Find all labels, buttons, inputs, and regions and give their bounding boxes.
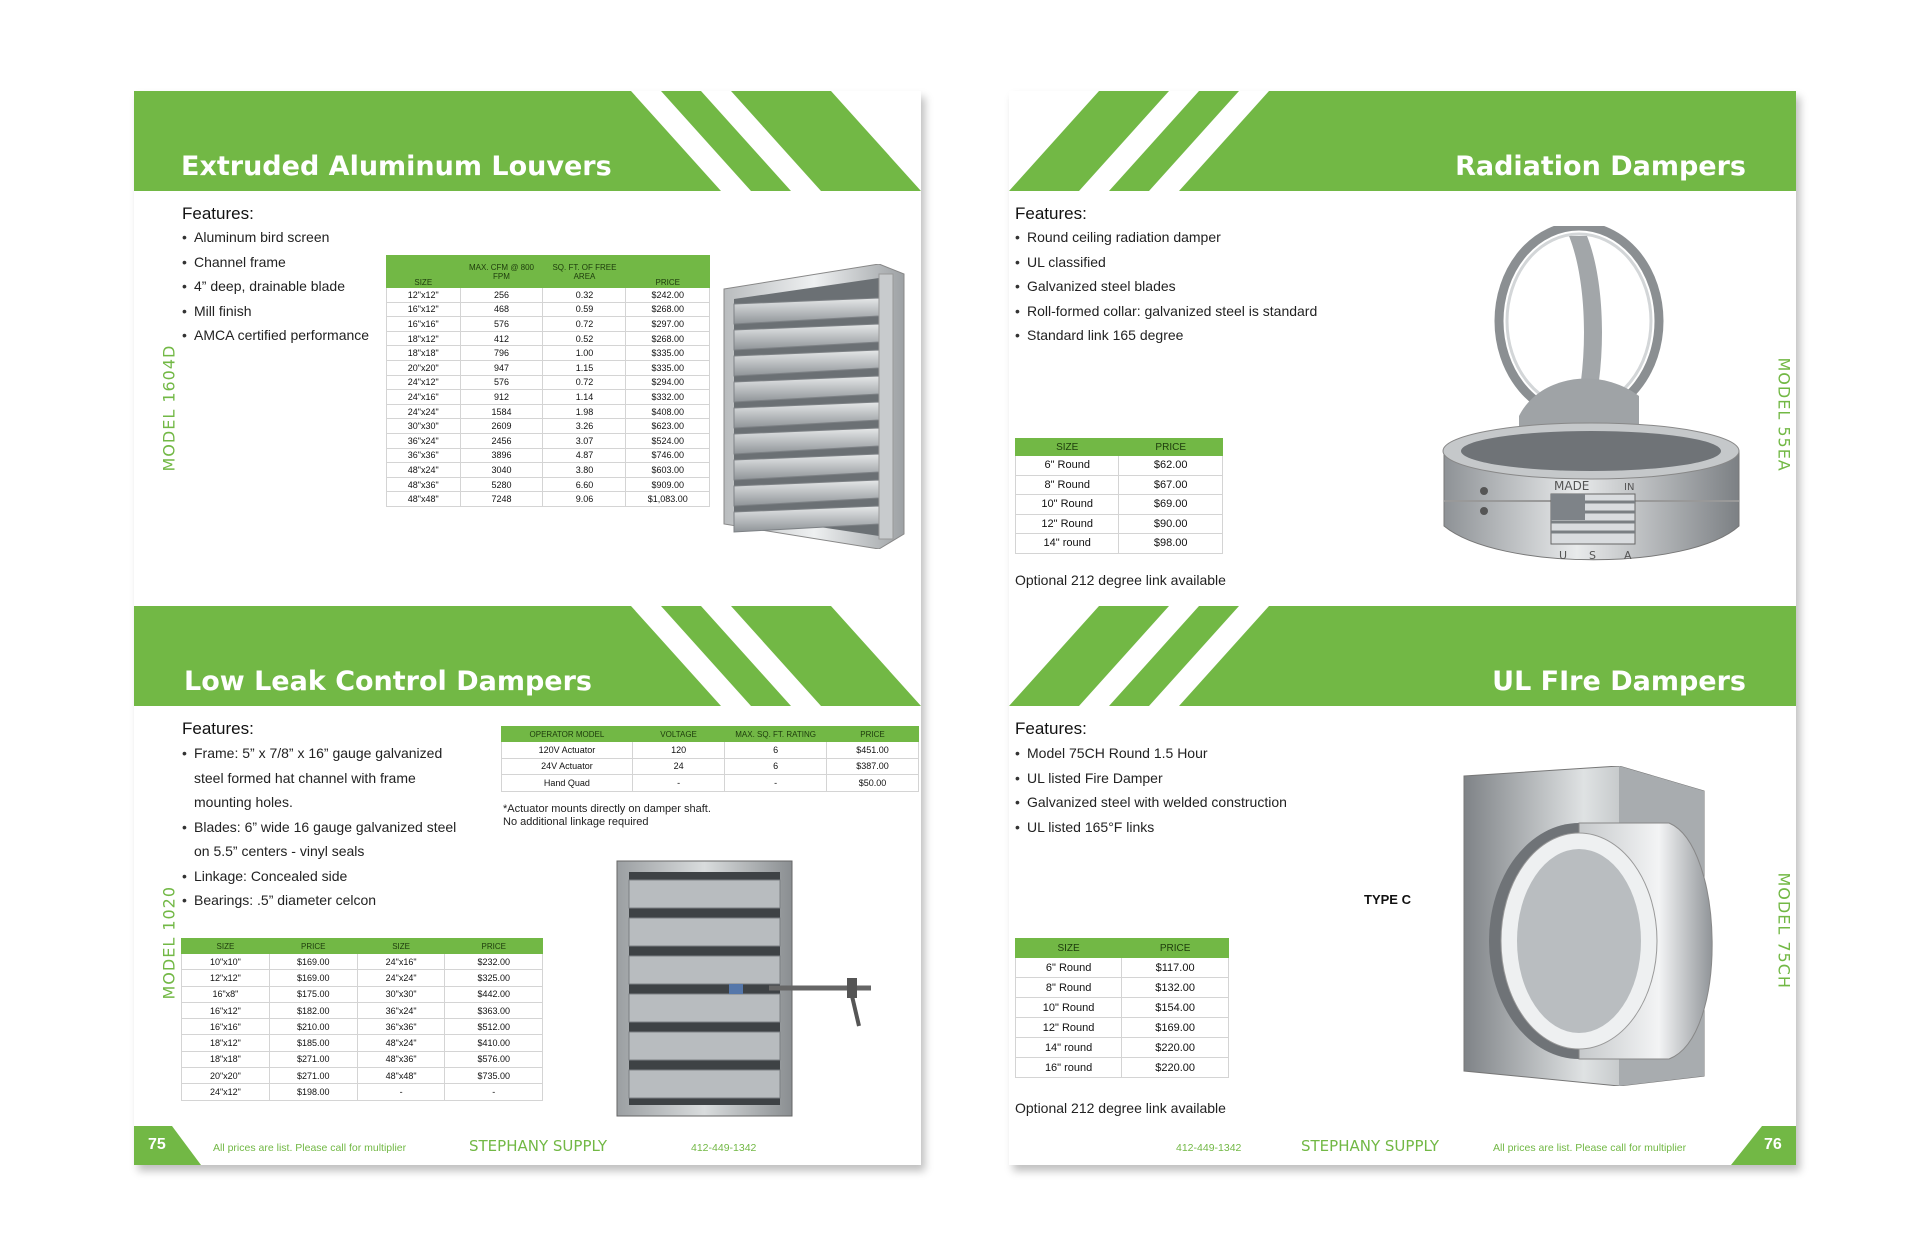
table-row [387,360,710,375]
table-cell: $442.00 [445,986,543,1002]
table-row [1016,1058,1229,1078]
table-cell: 1584 [460,404,543,419]
table-cell: 16"x12" [182,1002,270,1018]
table-cell: 12" Round [1016,514,1119,534]
table-row [387,404,710,419]
table-cell: $408.00 [626,404,710,419]
phone-left: 412-449-1342 [691,1142,757,1154]
table-row [182,1068,543,1084]
table-cell: $169.00 [269,954,357,970]
table-cell: 10" Round [1016,998,1122,1018]
table-cell: $232.00 [445,954,543,970]
louvers-title: Extruded Aluminum Louvers [181,151,612,182]
table-cell: 12"x12" [182,970,270,986]
table-cell: $909.00 [626,477,710,492]
table-cell: 14" round [1016,1038,1122,1058]
page-number-right: 76 [1764,1136,1782,1153]
col-header: SIZE [357,939,445,954]
table-cell: $69.00 [1119,495,1223,515]
col-header: SIZE [1016,439,1119,456]
table-cell: $175.00 [269,986,357,1002]
operator-price-table [501,726,919,792]
col-header: OPERATOR MODEL [502,727,633,742]
feature-item: • Linkage: Concealed side [182,864,462,889]
feature-item: • Blades: 6” wide 16 gauge galvanized steel on 5.5” centers - vinyl seals [182,815,462,864]
fire-price-table [1015,938,1229,1078]
table-row [1016,534,1223,554]
catalog-page-left [134,91,921,1165]
col-header: PRICE [1119,439,1223,456]
damper-blade [629,880,780,908]
table-cell: 12"x12" [387,288,461,303]
table-cell: $576.00 [445,1051,543,1067]
table-cell: 5280 [460,477,543,492]
feature-item: • Mill finish [182,299,382,324]
table-cell: 20"x20" [182,1068,270,1084]
table-cell: 48"x24" [357,1035,445,1051]
table-cell: 24V Actuator [502,758,633,775]
table-cell: 2456 [460,433,543,448]
table-cell: 3.80 [543,463,626,478]
table-cell: 6 [725,742,827,759]
table-row [387,375,710,390]
table-cell: 1.15 [543,360,626,375]
table-cell: 36"x36" [387,448,461,463]
feature-item: • AMCA certified performance [182,323,382,348]
feature-item: • Bearings: .5” diameter celcon [182,888,462,913]
table-row [1016,1018,1229,1038]
table-row [387,390,710,405]
table-row [387,419,710,434]
table-cell: 796 [460,346,543,361]
table-cell: $90.00 [1119,514,1223,534]
table-cell: 24"x16" [387,390,461,405]
control-features-heading: Features: [182,719,254,738]
table-cell: 16"x16" [182,1019,270,1035]
radiation-features-list [1015,225,1355,348]
table-cell: 12" Round [1016,1018,1122,1038]
table-cell: 16" round [1016,1058,1122,1078]
table-cell: 4.87 [543,448,626,463]
table-cell: $410.00 [445,1035,543,1051]
table-cell: 0.32 [543,288,626,303]
damper-blade [629,918,780,946]
table-cell: 947 [460,360,543,375]
col-header: SIZE [1016,939,1122,958]
damper-blade [629,956,780,984]
table-cell: 24"x12" [182,1084,270,1100]
table-cell: $363.00 [445,1002,543,1018]
radiation-features-heading: Features: [1015,204,1087,223]
table-cell: 48"x24" [387,463,461,478]
col-header: SIZE [182,939,270,954]
table-cell: 30"x30" [387,419,461,434]
table-cell: $271.00 [269,1051,357,1067]
table-cell: $603.00 [626,463,710,478]
control-size-price-table [181,938,543,1101]
table-cell: $746.00 [626,448,710,463]
table-cell: 8" Round [1016,978,1122,998]
brand-left: STEPHANY SUPPLY [469,1137,608,1155]
table-cell: 30"x30" [357,986,445,1002]
table-cell: 412 [460,331,543,346]
col-header: MAX. CFM @ 800 FPM [460,256,543,288]
made-text: MADE [1554,479,1590,493]
table-cell: $185.00 [269,1035,357,1051]
page-number-left: 75 [148,1136,166,1153]
table-cell: 36"x24" [387,433,461,448]
prices-note-left: All prices are list. Please call for multiplier [213,1142,407,1154]
feature-item: • Galvanized steel blades [1015,274,1355,299]
table-cell: 48"x48" [357,1068,445,1084]
table-cell: 36"x36" [357,1019,445,1035]
feature-item: • Frame: 5” x 7/8” x 16” gauge galvanized steel formed hat channel with frame mounting holes. [182,741,462,815]
table-cell: 576 [460,317,543,332]
table-cell: $294.00 [626,375,710,390]
table-cell: 1.00 [543,346,626,361]
feature-item: • Channel frame [182,250,382,275]
model-label-75ch: MODEL 75CH [1774,872,1794,989]
table-cell: $67.00 [1119,475,1223,495]
table-cell: $154.00 [1122,998,1229,1018]
table-cell: - [725,775,827,792]
feature-item: • Aluminum bird screen [182,225,382,250]
phone-right: 412-449-1342 [1176,1142,1242,1154]
table-row [502,775,919,792]
table-cell: $325.00 [445,970,543,986]
table-cell: $735.00 [445,1068,543,1084]
col-header: MAX. SQ. FT. RATING [725,727,827,742]
table-cell: $62.00 [1119,456,1223,476]
table-cell: 18"x12" [182,1035,270,1051]
table-cell: $1,083.00 [626,492,710,507]
table-cell: 3040 [460,463,543,478]
table-row [1016,1038,1229,1058]
table-cell: $387.00 [826,758,918,775]
table-cell: $182.00 [269,1002,357,1018]
fire-note: Optional 212 degree link available [1015,1100,1226,1116]
table-cell: $271.00 [269,1068,357,1084]
table-cell: 18"x18" [182,1051,270,1067]
table-cell: 120 [632,742,724,759]
table-cell: - [445,1084,543,1100]
table-cell: - [357,1084,445,1100]
table-row [1016,514,1223,534]
model-label-1604d: MODEL 1604D [159,344,179,472]
feature-item: • Round ceiling radiation damper [1015,225,1355,250]
louver-product-image [719,264,909,549]
table-cell: 48"x36" [387,477,461,492]
table-cell: 20"x20" [387,360,461,375]
table-cell: $332.00 [626,390,710,405]
col-header: VOLTAGE [632,727,724,742]
table-row [182,1084,543,1100]
louvers-features-list [182,225,382,348]
table-cell: 3.07 [543,433,626,448]
control-title: Low Leak Control Dampers [184,666,592,697]
fire-features-list [1015,741,1335,839]
table-row [387,288,710,303]
damper-blade [629,1032,780,1060]
table-cell: $117.00 [1122,958,1229,978]
table-cell: 256 [460,288,543,303]
table-cell: $50.00 [826,775,918,792]
operator-note-line: No additional linkage required [503,816,649,828]
table-cell: 16"x16" [387,317,461,332]
table-cell: 1.14 [543,390,626,405]
table-cell: 10" Round [1016,495,1119,515]
table-row [182,986,543,1002]
table-cell: $210.00 [269,1019,357,1035]
table-cell: 24"x12" [387,375,461,390]
model-label-55ea: MODEL 55EA [1774,357,1794,472]
col-header: PRICE [626,256,710,288]
table-cell: 120V Actuator [502,742,633,759]
feature-item: • 4” deep, drainable blade [182,274,382,299]
model-label-1020: MODEL 1020 [159,885,179,1000]
table-cell: - [632,775,724,792]
table-cell: 0.72 [543,375,626,390]
col-header: PRICE [826,727,918,742]
prices-note-right: All prices are list. Please call for multiplier [1493,1142,1687,1154]
table-cell: $335.00 [626,360,710,375]
table-cell: 468 [460,302,543,317]
col-header: PRICE [1122,939,1229,958]
col-header: PRICE [445,939,543,954]
table-cell: 24"x16" [357,954,445,970]
damper-blade [629,1070,780,1098]
table-row [182,970,543,986]
col-header: SQ. FT. OF FREE AREA [543,256,626,288]
feature-item: • Model 75CH Round 1.5 Hour [1015,741,1335,766]
table-row [182,1035,543,1051]
table-row [387,492,710,507]
table-row [1016,456,1223,476]
table-cell: $335.00 [626,346,710,361]
table-row [387,463,710,478]
table-cell: 14" round [1016,534,1119,554]
table-cell: $524.00 [626,433,710,448]
control-damper-product-image [609,856,889,1121]
table-cell: 6" Round [1016,958,1122,978]
table-row [387,302,710,317]
feature-item: • UL listed 165°F links [1015,815,1335,840]
col-header: PRICE [269,939,357,954]
table-cell: 7248 [460,492,543,507]
table-cell: 576 [460,375,543,390]
u-text: U [1559,549,1568,562]
table-row [1016,495,1223,515]
table-row [1016,998,1229,1018]
s-text: S [1589,549,1596,562]
radiation-title: Radiation Dampers [1455,151,1746,182]
table-cell: $198.00 [269,1084,357,1100]
louvers-features-heading: Features: [182,204,254,223]
table-row [182,1051,543,1067]
table-row [387,346,710,361]
table-cell: 2609 [460,419,543,434]
table-cell: $268.00 [626,302,710,317]
catalog-page-right [1009,91,1796,1165]
table-row [1016,475,1223,495]
table-row [1016,958,1229,978]
table-cell: 48"x48" [387,492,461,507]
table-cell: 48"x36" [357,1051,445,1067]
table-cell: $512.00 [445,1019,543,1035]
table-cell: Hand Quad [502,775,633,792]
operator-note-line: *Actuator mounts directly on damper shaft. [503,803,711,815]
table-cell: 0.52 [543,331,626,346]
table-cell: 912 [460,390,543,405]
table-cell: 10"x10" [182,954,270,970]
table-cell: $623.00 [626,419,710,434]
table-cell: 16"x8" [182,986,270,1002]
table-row [502,742,919,759]
table-cell: $451.00 [826,742,918,759]
table-cell: 1.98 [543,404,626,419]
table-row [182,954,543,970]
table-cell: 3.26 [543,419,626,434]
table-cell: 0.59 [543,302,626,317]
table-cell: $297.00 [626,317,710,332]
table-cell: 6.60 [543,477,626,492]
table-cell: 24 [632,758,724,775]
brand-right: STEPHANY SUPPLY [1301,1137,1440,1155]
louvers-price-table [386,255,710,507]
table-cell: 8" Round [1016,475,1119,495]
table-cell: 3896 [460,448,543,463]
radiation-price-table [1015,438,1223,554]
radiation-damper-product-image [1439,226,1759,596]
table-cell: 16"x12" [387,302,461,317]
table-cell: $169.00 [269,970,357,986]
a-text: A [1624,549,1632,562]
table-cell: $268.00 [626,331,710,346]
table-cell: 9.06 [543,492,626,507]
table-cell: $220.00 [1122,1058,1229,1078]
feature-item: • Standard link 165 degree [1015,323,1355,348]
damper-blade [629,994,780,1022]
table-row [387,477,710,492]
fire-damper-product-image [1439,766,1759,1086]
feature-item: • Galvanized steel with welded construction [1015,790,1335,815]
table-row [387,433,710,448]
control-features-list [182,741,462,913]
table-row [1016,978,1229,998]
radiation-note: Optional 212 degree link available [1015,572,1226,588]
operator-note [503,803,711,829]
table-row [387,448,710,463]
table-cell: $132.00 [1122,978,1229,998]
type-c-label: TYPE C [1364,892,1411,907]
fire-title: UL FIre Dampers [1492,666,1746,697]
feature-item: • UL classified [1015,250,1355,275]
table-row [182,1002,543,1018]
table-cell: 36"x24" [357,1002,445,1018]
table-cell: 18"x12" [387,331,461,346]
table-row [182,1019,543,1035]
table-cell: $242.00 [626,288,710,303]
table-row [502,758,919,775]
table-cell: 6" Round [1016,456,1119,476]
table-cell: $169.00 [1122,1018,1229,1038]
table-cell: 6 [725,758,827,775]
in-text: IN [1624,482,1635,493]
feature-item: • Roll-formed collar: galvanized steel is standard [1015,299,1355,324]
table-cell: $98.00 [1119,534,1223,554]
table-cell: 24"x24" [357,970,445,986]
feature-item: • UL listed Fire Damper [1015,766,1335,791]
table-row [387,331,710,346]
col-header: SIZE [387,256,461,288]
table-cell: $220.00 [1122,1038,1229,1058]
fire-features-heading: Features: [1015,719,1087,738]
table-row [387,317,710,332]
table-cell: 24"x24" [387,404,461,419]
table-cell: 18"x18" [387,346,461,361]
table-cell: 0.72 [543,317,626,332]
